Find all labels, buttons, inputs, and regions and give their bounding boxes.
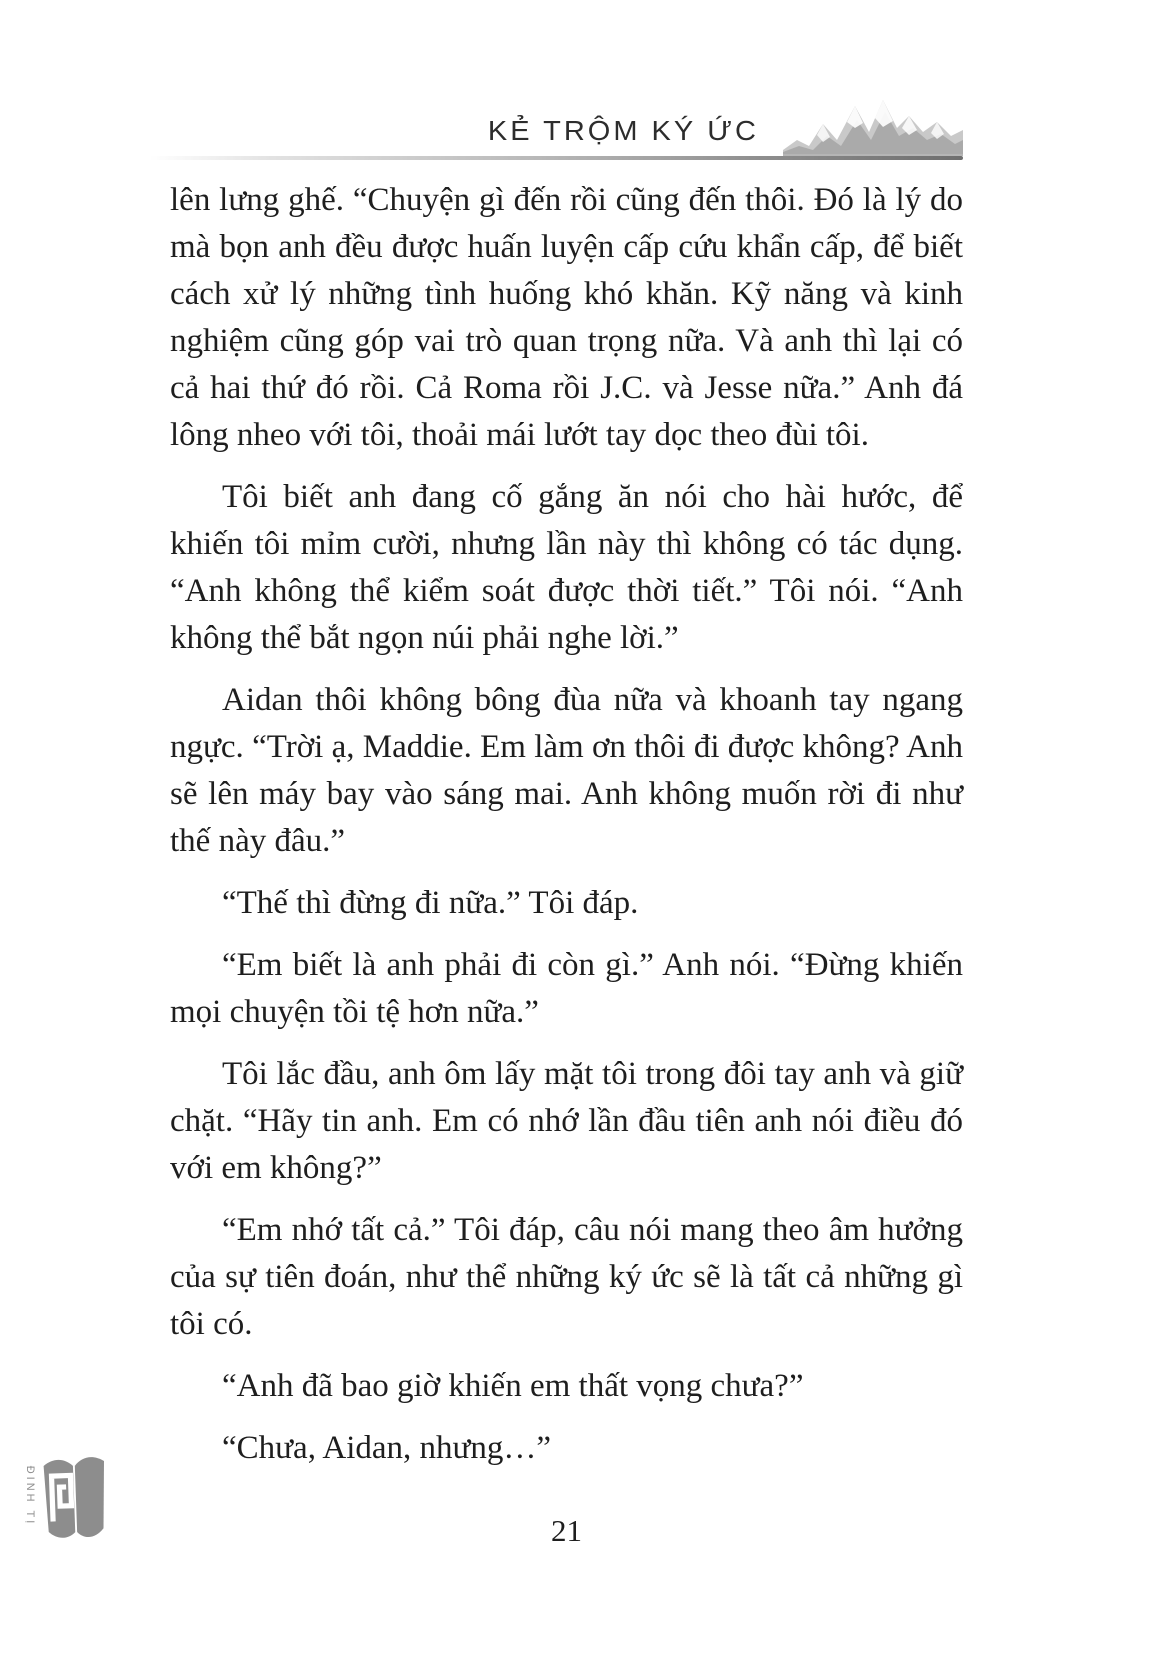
mountain-range-icon	[783, 96, 963, 158]
paragraph: “Chưa, Aidan, nhưng…”	[222, 1430, 552, 1466]
running-title: KẺ TRỘM KÝ ỨC	[487, 115, 759, 147]
page-body	[170, 177, 963, 1487]
publisher-logo	[22, 1450, 110, 1546]
paragraph: “Em biết là anh phải đi còn gì.” Anh nói. “Đừng khiến mọi chuyện tồi tệ hơn nữa.”	[170, 947, 963, 1030]
paragraph: “Anh đã bao giờ khiến em thất vọng chưa?”	[222, 1368, 804, 1404]
paragraph-container	[170, 177, 963, 1472]
paragraph: Tôi lắc đầu, anh ôm lấy mặt tôi trong đôi tay anh và giữ chặt. “Hãy tin anh. Em có nhớ lần đầu tiên anh nói điều đó với em không?”	[170, 1056, 963, 1186]
paragraph: “Em nhớ tất cả.” Tôi đáp, câu nói mang theo âm hưởng của sự tiên đoán, như thể những ký ức sẽ là tất cả những gì tôi có.	[170, 1212, 963, 1342]
header-row	[150, 96, 963, 154]
open-book-logo-icon	[38, 1449, 111, 1547]
page-header	[150, 96, 963, 160]
publisher-name-vertical: ĐINH TỊ	[24, 1465, 36, 1527]
paragraph: Aidan thôi không bông đùa nữa và khoanh tay ngang ngực. “Trời ạ, Maddie. Em làm ơn thôi đi được không? Anh sẽ lên máy bay vào sáng mai. Anh không muốn rời đi như thế này đâu.”	[170, 682, 963, 859]
paragraph: lên lưng ghế. “Chuyện gì đến rồi cũng đến thôi. Đó là lý do mà bọn anh đều được huấn luyện cấp cứu khẩn cấp, để biết cách xử lý những tình huống khó khăn. Kỹ năng và kinh nghiệm cũng góp vai trò quan trọng nữa. Và anh thì lại có cả hai thứ đó rồi. Cả Roma rồi J.C. và Jesse nữa.” Anh đá lông nheo với tôi, thoải mái lướt tay dọc theo đùi tôi.	[170, 182, 963, 453]
page-number: 21	[551, 1513, 582, 1548]
paragraph: “Thế thì đừng đi nữa.” Tôi đáp.	[222, 885, 639, 921]
paragraph: Tôi biết anh đang cố gắng ăn nói cho hài hước, để khiến tôi mỉm cười, nhưng lần này thì không có tác dụng. “Anh không thể kiểm soát được thời tiết.” Tôi nói. “Anh không thể bắt ngọn núi phải nghe lời.”	[170, 479, 963, 656]
